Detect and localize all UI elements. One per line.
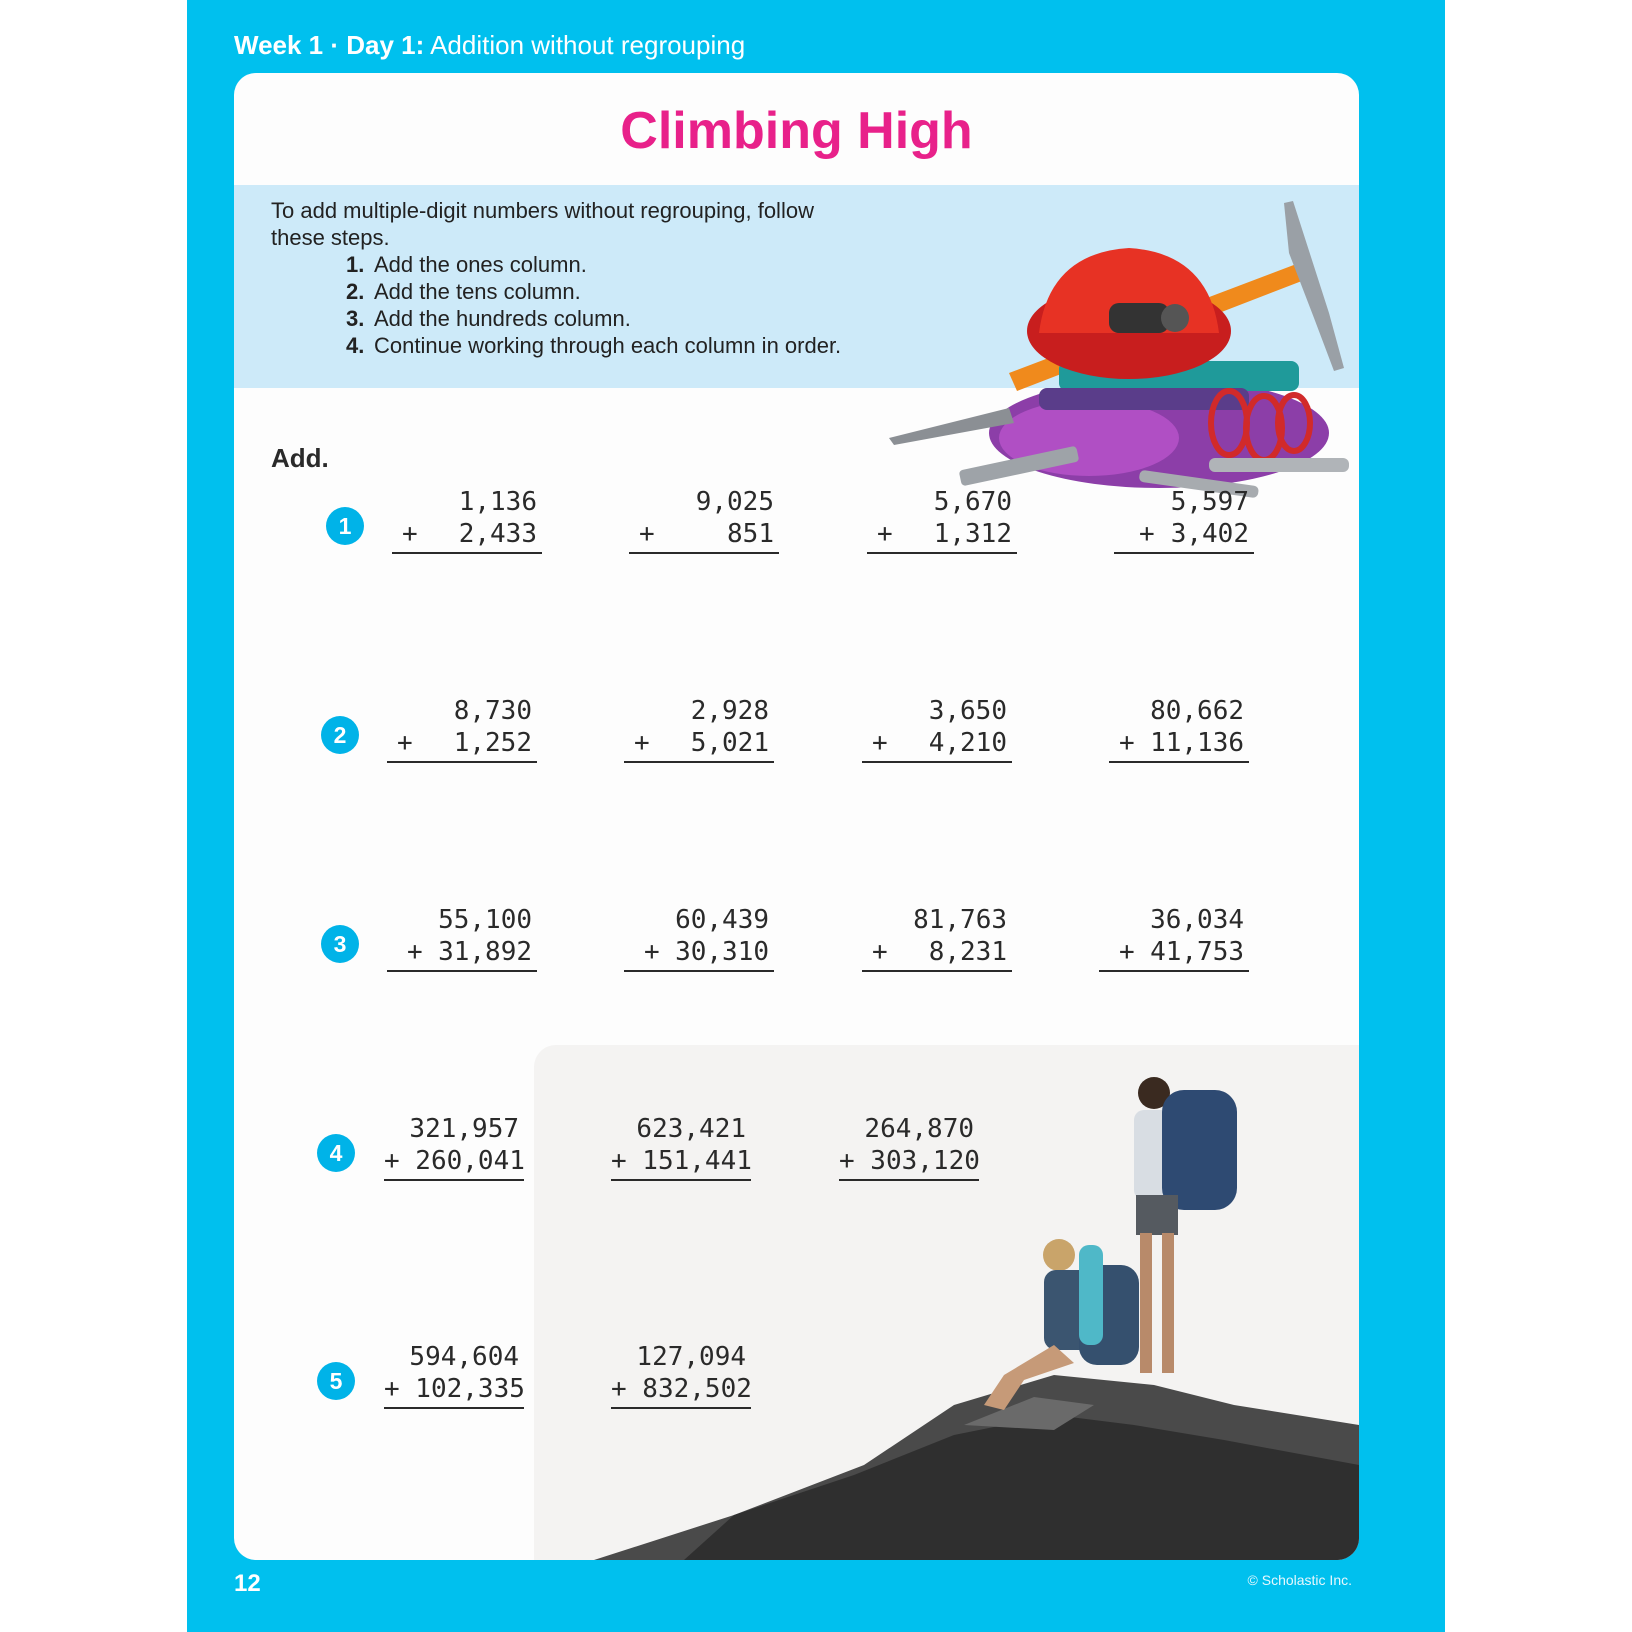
addition-problem bbox=[839, 1113, 979, 1181]
header-week-day: Week 1 · Day 1: bbox=[234, 30, 425, 60]
addition-problem bbox=[384, 1341, 524, 1409]
problem-badge: 4 bbox=[317, 1134, 355, 1172]
hiker-shorts bbox=[1136, 1195, 1178, 1235]
step-item bbox=[346, 251, 841, 278]
page-header bbox=[234, 30, 745, 61]
addend-bottom: 1,312 bbox=[933, 519, 1012, 549]
addend-top: 623,421 bbox=[636, 1114, 746, 1144]
addend-bottom: 1,252 bbox=[453, 728, 532, 758]
addend-top: 80,662 bbox=[1150, 696, 1244, 726]
addend-bottom-line bbox=[624, 936, 774, 972]
addend-top: 1,136 bbox=[458, 487, 537, 517]
addition-problem bbox=[392, 486, 542, 554]
step-number: 2. bbox=[346, 279, 365, 304]
addend-bottom: 3,402 bbox=[1170, 519, 1249, 549]
addition-problem bbox=[862, 904, 1012, 972]
addition-problem bbox=[624, 695, 774, 763]
addend-bottom-line bbox=[629, 518, 779, 554]
addition-problem bbox=[1109, 695, 1249, 763]
addend-bottom: 2,433 bbox=[458, 519, 537, 549]
addend-top: 5,597 bbox=[1170, 487, 1249, 517]
step-item bbox=[346, 278, 841, 305]
step-number: 3. bbox=[346, 306, 365, 331]
plus-sign: + bbox=[407, 937, 423, 967]
addition-problem bbox=[611, 1341, 751, 1409]
addition-problem bbox=[611, 1113, 751, 1181]
climbing-gear-illustration bbox=[889, 183, 1359, 513]
instructions-steps bbox=[346, 251, 841, 359]
plus-sign: + bbox=[644, 937, 660, 967]
addend-bottom-line bbox=[387, 936, 537, 972]
addition-problem bbox=[1099, 904, 1249, 972]
addend-bottom-line bbox=[392, 518, 542, 554]
step-item bbox=[346, 305, 841, 332]
sleeping-pad bbox=[1079, 1245, 1103, 1345]
addend-bottom-line bbox=[624, 727, 774, 763]
addend-top: 594,604 bbox=[409, 1342, 519, 1372]
page-number: 12 bbox=[234, 1570, 261, 1597]
addend-bottom: 851 bbox=[727, 519, 774, 549]
problem-badge: 5 bbox=[317, 1362, 355, 1400]
addend-bottom: 4,210 bbox=[928, 728, 1007, 758]
addition-problem bbox=[629, 486, 779, 554]
addend-bottom-line bbox=[1099, 936, 1249, 972]
addend-bottom: + 260,041 bbox=[384, 1145, 524, 1181]
worksheet-card bbox=[234, 73, 1359, 1560]
addend-top: 2,928 bbox=[690, 696, 769, 726]
addend-bottom: 8,231 bbox=[928, 937, 1007, 967]
hiker-leg bbox=[1140, 1233, 1152, 1373]
addend-top: 264,870 bbox=[864, 1114, 974, 1144]
addition-problem bbox=[384, 1113, 524, 1181]
addend-top: 5,670 bbox=[933, 487, 1012, 517]
addend-bottom: 11,136 bbox=[1150, 728, 1244, 758]
addend-bottom: + 303,120 bbox=[839, 1145, 979, 1181]
addend-bottom-line bbox=[1114, 518, 1254, 554]
hiker-backpack bbox=[1162, 1090, 1237, 1210]
addend-top: 321,957 bbox=[409, 1114, 519, 1144]
plus-sign: + bbox=[397, 728, 413, 758]
ice-axe-pick bbox=[1284, 201, 1344, 371]
addend-bottom: 30,310 bbox=[675, 937, 769, 967]
plus-sign: + bbox=[634, 728, 650, 758]
addition-problem bbox=[387, 904, 537, 972]
addend-top: 3,650 bbox=[928, 696, 1007, 726]
addend-bottom-line bbox=[862, 936, 1012, 972]
plus-sign: + bbox=[1119, 937, 1135, 967]
plus-sign: + bbox=[872, 937, 888, 967]
addend-top: 55,100 bbox=[438, 905, 532, 935]
step-number: 1. bbox=[346, 252, 365, 277]
addend-top: 36,034 bbox=[1150, 905, 1244, 935]
problem-badge: 1 bbox=[326, 507, 364, 545]
step-text: Add the tens column. bbox=[374, 279, 581, 304]
addend-bottom: + 151,441 bbox=[611, 1145, 751, 1181]
step-number: 4. bbox=[346, 333, 365, 358]
addend-top: 8,730 bbox=[453, 696, 532, 726]
plus-sign: + bbox=[872, 728, 888, 758]
hiker-leg bbox=[1162, 1233, 1174, 1373]
addition-problem bbox=[862, 695, 1012, 763]
addend-top: 81,763 bbox=[913, 905, 1007, 935]
worksheet-page bbox=[187, 0, 1445, 1632]
addend-top: 9,025 bbox=[695, 487, 774, 517]
plus-sign: + bbox=[402, 519, 418, 549]
step-text: Add the ones column. bbox=[374, 252, 587, 277]
addend-top: 60,439 bbox=[675, 905, 769, 935]
addend-bottom-line bbox=[862, 727, 1012, 763]
page-title: Climbing High bbox=[620, 102, 973, 160]
header-topic: Addition without regrouping bbox=[430, 30, 746, 60]
addend-bottom-line bbox=[1109, 727, 1249, 763]
addition-problem bbox=[1114, 486, 1254, 554]
addition-problem bbox=[387, 695, 537, 763]
addend-bottom: + 832,502 bbox=[611, 1373, 751, 1409]
addend-bottom: 31,892 bbox=[438, 937, 532, 967]
addition-problem bbox=[867, 486, 1017, 554]
step-item bbox=[346, 332, 841, 359]
addend-bottom-line bbox=[867, 518, 1017, 554]
step-text: Continue working through each column in order. bbox=[374, 333, 842, 358]
problem-badge: 2 bbox=[321, 716, 359, 754]
addend-top: 127,094 bbox=[636, 1342, 746, 1372]
plus-sign: + bbox=[1119, 728, 1135, 758]
addend-bottom: + 102,335 bbox=[384, 1373, 524, 1409]
ice-screw bbox=[1209, 458, 1349, 472]
plus-sign: + bbox=[639, 519, 655, 549]
addition-problem bbox=[624, 904, 774, 972]
plus-sign: + bbox=[877, 519, 893, 549]
add-label: Add. bbox=[271, 443, 329, 473]
headlamp bbox=[1109, 303, 1169, 333]
step-text: Add the hundreds column. bbox=[374, 306, 631, 331]
problem-badge: 3 bbox=[321, 925, 359, 963]
addend-bottom: 41,753 bbox=[1150, 937, 1244, 967]
sitter-head bbox=[1043, 1239, 1075, 1271]
copyright-notice: © Scholastic Inc. bbox=[1247, 1572, 1352, 1588]
addend-bottom: 5,021 bbox=[690, 728, 769, 758]
addend-bottom-line bbox=[387, 727, 537, 763]
headlamp-lens bbox=[1161, 304, 1189, 332]
plus-sign: + bbox=[1139, 519, 1155, 549]
instructions-intro: To add multiple-digit numbers without regrouping, follow these steps. bbox=[271, 198, 814, 250]
